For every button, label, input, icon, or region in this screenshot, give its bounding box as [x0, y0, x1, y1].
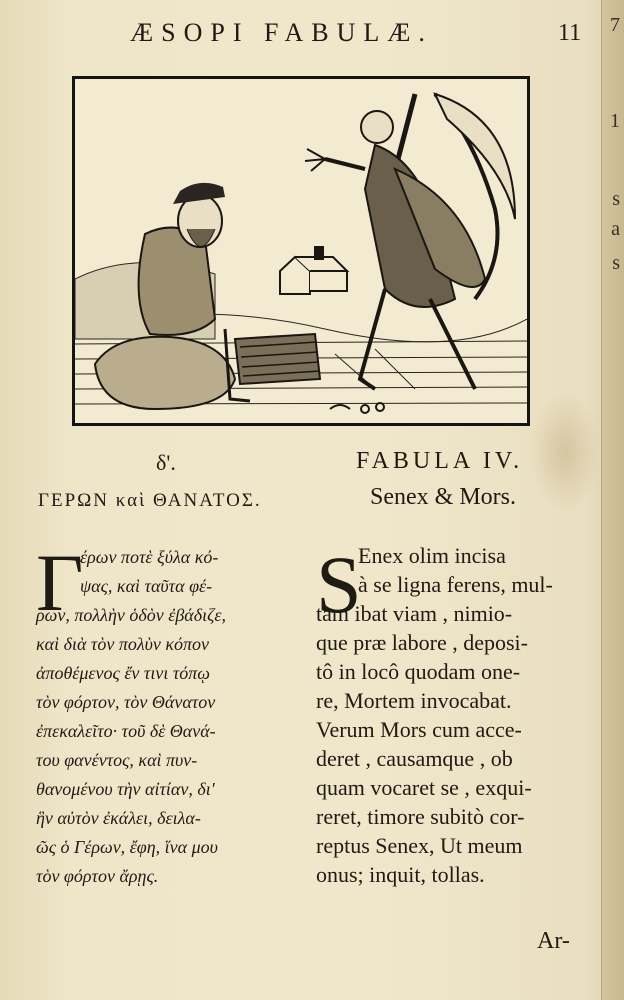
- edge-mark: s: [612, 188, 620, 210]
- latin-fable-heading: FABULA IV.: [356, 448, 524, 474]
- latin-text-line: reret, timore subitò cor-: [316, 804, 525, 829]
- greek-text-line: έρων ποτὲ ξύλα κό-: [80, 547, 219, 567]
- greek-fable-title: ΓΕΡΩΝ καὶ ΘΑΝΑΤΟΣ.: [38, 490, 262, 511]
- latin-fable-title: Senex & Mors.: [370, 484, 516, 510]
- greek-text-line: ἀποθέμενος ἔν τινι τόπῳ: [36, 663, 211, 683]
- greek-text-line: ρων, πολλὴν ὁδὸν ἐβάδιζε,: [36, 605, 226, 625]
- latin-text-line: tam ibat viam , nimio-: [316, 601, 513, 626]
- latin-text-line: onus; inquit, tollas.: [316, 862, 485, 887]
- running-head: ÆSOPI FABULÆ.: [130, 18, 433, 47]
- latin-text-line: deret , causamque , ob: [316, 746, 513, 771]
- latin-text-line: quam vocaret se , exqui-: [316, 775, 532, 800]
- latin-drop-cap: S: [316, 539, 362, 630]
- latin-text-line: à se ligna ferens, mul-: [358, 572, 553, 597]
- catchword: Ar-: [537, 928, 570, 954]
- greek-drop-cap: Γ: [36, 537, 84, 628]
- edge-mark: s: [612, 252, 620, 274]
- greek-text-line: τὸν φόρτον, τὸν Θάνατον: [36, 692, 216, 712]
- edge-mark: 1: [610, 110, 620, 132]
- greek-text-line: ἐπεκαλεῖτο· τοῦ δὲ Θανά-: [36, 721, 216, 741]
- latin-text-line: Enex olim incisa: [358, 543, 506, 568]
- greek-text-line: ἣν αὐτὸν ἐκάλει, δειλα-: [36, 808, 201, 828]
- greek-text-line: του φανέντος, καὶ πυν-: [36, 750, 198, 770]
- latin-text-line: tô in locô quodam one-: [316, 659, 521, 684]
- adjacent-page-edge: [601, 0, 624, 1000]
- latin-text-line: re, Mortem invocabat.: [316, 688, 512, 713]
- latin-text-line: Verum Mors cum acce-: [316, 717, 522, 742]
- woodcut-drawing: [75, 79, 527, 423]
- greek-text-line: τὸν φόρτον ἄρῃς.: [36, 866, 159, 886]
- greek-text-line: θανομένου τὴν αἰτίαν, δι': [36, 779, 215, 799]
- death-skeleton-figure: [305, 94, 515, 389]
- greek-fable-numeral: δ'.: [156, 450, 176, 475]
- latin-text-line: reptus Senex, Ut meum: [316, 833, 523, 858]
- edge-mark: a: [611, 218, 620, 240]
- greek-text-line: ῶς ὁ Γέρων, ἔφη, ἵνα μου: [36, 837, 218, 857]
- woodcut-illustration: [72, 76, 530, 426]
- paper-stain: [530, 392, 600, 512]
- latin-text-line: que præ labore , deposi-: [316, 630, 528, 655]
- edge-mark: 7: [610, 14, 620, 36]
- greek-text-line: καὶ διὰ τὸν πολὺν κόπον: [36, 634, 210, 654]
- house: [280, 247, 347, 294]
- greek-text-line: ψας, καὶ ταῦτα φέ-: [80, 576, 213, 596]
- bones: [330, 403, 384, 413]
- page-number: 11: [558, 20, 582, 46]
